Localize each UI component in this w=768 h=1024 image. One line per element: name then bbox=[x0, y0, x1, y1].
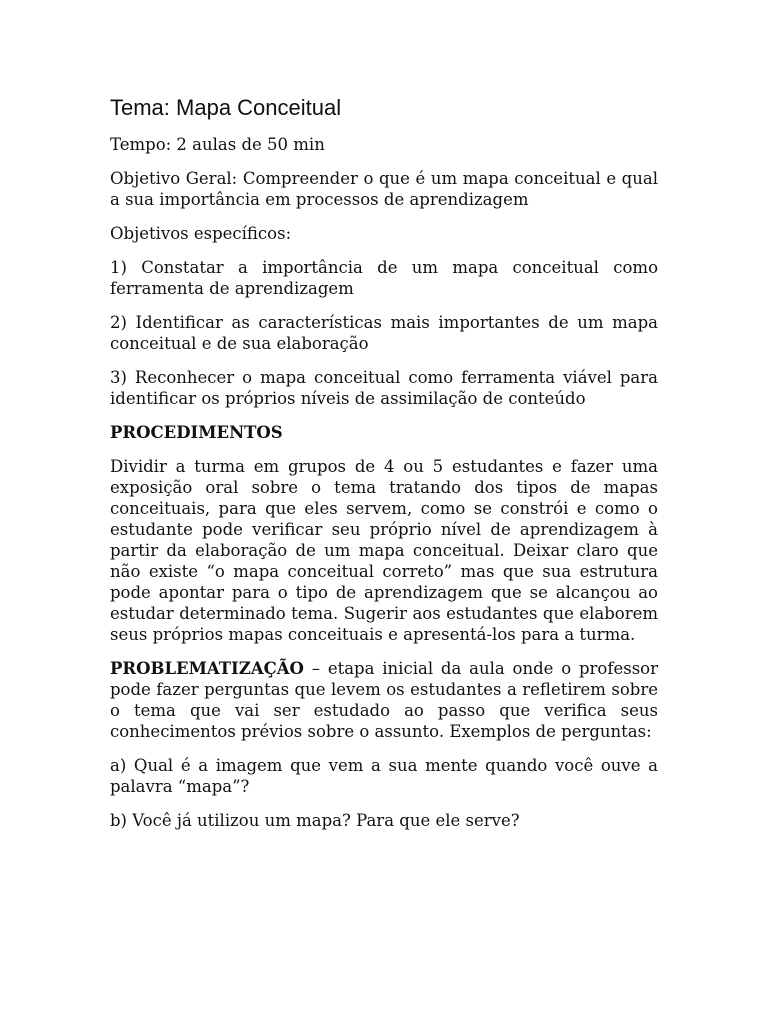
objetivo-item-2: 2) Identificar as características mais importantes de um mapa conceitual e de sua elaboração bbox=[110, 313, 658, 353]
document-page bbox=[110, 94, 658, 844]
problematizacao-heading: PROBLEMATIZAÇÃO bbox=[110, 659, 304, 678]
objetivo-item-3: 3) Reconhecer o mapa conceitual como ferramenta viável para identificar os próprios níveis de assimilação de conteúdo bbox=[110, 368, 658, 408]
objetivos-especificos-label: Objetivos específicos: bbox=[110, 224, 292, 243]
procedimentos-heading: PROCEDIMENTOS bbox=[110, 423, 283, 442]
objetivo-geral: Objetivo Geral: Compreender o que é um mapa conceitual e qual a sua importância em processos de aprendizagem bbox=[110, 169, 658, 209]
problematizacao-paragraph bbox=[110, 658, 658, 742]
objetivo-item-1: 1) Constatar a importância de um mapa conceitual como ferramenta de aprendizagem bbox=[110, 258, 658, 298]
procedimentos-paragraph: Dividir a turma em grupos de 4 ou 5 estudantes e fazer uma exposição oral sobre o tema tratando dos tipos de mapas conceituais, para que eles servem, como se constrói e como o estudante pode verificar seu próprio nível de aprendizagem à partir da elaboração de um mapa conceitual. Deixar claro que não existe “o mapa conceitual correto” mas que sua estrutura pode apontar para o tipo de aprendizagem que se alcançou ao estudar determinado tema. Sugerir aos estudantes que elaborem seus próprios mapas conceituais e apresentá-los para a turma. bbox=[110, 457, 658, 644]
tempo-line: Tempo: 2 aulas de 50 min bbox=[110, 135, 325, 154]
pergunta-item-b: b) Você já utilizou um mapa? Para que ele serve? bbox=[110, 811, 520, 830]
pergunta-item-a: a) Qual é a imagem que vem a sua mente quando você ouve a palavra “mapa”? bbox=[110, 756, 658, 796]
problematizacao-text: – etapa inicial da aula onde o professor pode fazer perguntas que levem os estudantes a refletirem sobre o tema que vai ser estudado ao passo que verifica seus conhecimentos prévios sobre o assunto. Exemplos de perguntas: bbox=[110, 659, 658, 741]
document-title: Tema: Mapa Conceitual bbox=[110, 95, 342, 120]
